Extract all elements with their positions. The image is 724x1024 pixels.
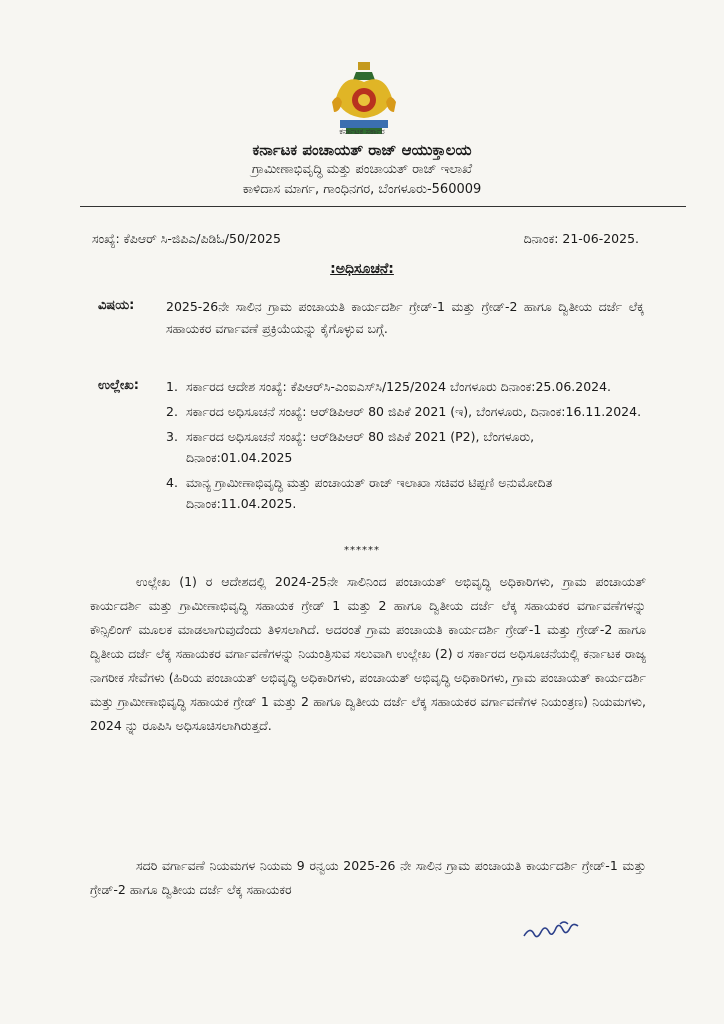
office-address: ಕಾಳಿದಾಸ ಮಾರ್ಗ, ಗಾಂಧಿನಗರ, ಬೆಂಗಳೂರು-560009: [242, 182, 482, 197]
office-name: ಕರ್ನಾಟಕ ಪಂಚಾಯತ್ ರಾಜ್ ಆಯುಕ್ತಾಲಯ: [252, 141, 472, 159]
reference-item: [166, 426, 644, 468]
document-date: ದಿನಾಂಕ: 21-06-2025.: [523, 231, 639, 246]
reference-number-label: 4.: [166, 475, 178, 490]
subject-text: 2025-26ನೇ ಸಾಲಿನ ಗ್ರಾಮ ಪಂಚಾಯತಿ ಕಾರ್ಯದರ್ಶಿ ಗ್ರೇಡ್-1 ಮತ್ತು ಗ್ರೇಡ್-2 ಹಾಗೂ ದ್ವಿತೀಯ ದರ್ಜೆ ಲೆಕ್ಕ ಸಹಾಯಕರ ವರ್ಗಾವಣೆ ಪ್ರಕ್ರಿಯೆಯನ್ನು ಕೈಗೊಳ್ಳುವ ಬಗ್ಗೆ.: [166, 299, 644, 336]
references-label: ಉಲ್ಲೇಖ:: [98, 378, 139, 393]
signature-icon: [520, 918, 582, 944]
reference-number-label: 2.: [166, 404, 178, 419]
page-title: :ಅಧಿಸೂಚನೆ:: [330, 261, 394, 277]
body-paragraph: ಉಲ್ಲೇಖ (1) ರ ಆದೇಶದಲ್ಲಿ 2024-25ನೇ ಸಾಲಿನಿಂದ ಪಂಚಾಯತ್ ಅಭಿವೃದ್ಧಿ ಅಧಿಕಾರಿಗಳು, ಗ್ರಾಮ ಪಂಚಾಯತ್ ಕಾರ್ಯದರ್ಶಿ ಮತ್ತು ಗ್ರಾಮೀಣಾಭಿವೃದ್ಧಿ ಸಹಾಯಕ ಗ್ರೇಡ್ 1 ಮತ್ತು 2 ಹಾಗೂ ದ್ವಿತೀಯ ದರ್ಜೆ ಲೆಕ್ಕ ಸಹಾಯಕರ ವರ್ಗಾವಣೆಗಳನ್ನು ಕೌನ್ಸಿಲಿಂಗ್ ಮೂಲಕ ಮಾಡಲಾಗುವುದೆಂದು ತಿಳಿಸಲಾಗಿದೆ. ಅದರಂತೆ ಗ್ರಾಮ ಪಂಚಾಯತಿ ಕಾರ್ಯದರ್ಶಿ ಗ್ರೇಡ್-1 ಮತ್ತು ಗ್ರೇಡ್-2 ಹಾಗೂ ದ್ವಿತೀಯ ದರ್ಜೆ ಲೆಕ್ಕ ಸಹಾಯಕರ ವರ್ಗಾವಣೆಗಳನ್ನು ನಿಯಂತ್ರಿಸುವ ಸಲುವಾಗಿ ಉಲ್ಲೇಖ (2) ರ ಸರ್ಕಾರದ ಅಧಿಸೂಚನೆಯಲ್ಲಿ ಕರ್ನಾಟಕ ರಾಜ್ಯ ನಾಗರೀಕ ಸೇವೆಗಳು (ಹಿರಿಯ ಪಂಚಾಯತ್ ಅಭಿವೃದ್ಧಿ ಅಧಿಕಾರಿಗಳು, ಪಂಚಾಯತ್ ಅಭಿವೃದ್ಧಿ ಅಧಿಕಾರಿಗಳು, ಗ್ರಾಮ ಪಂಚಾಯತ್ ಕಾರ್ಯದರ್ಶಿ ಮತ್ತು ಗ್ರಾಮೀಣಾಭಿವೃದ್ಧಿ ಸಹಾಯಕ ಗ್ರೇಡ್ 1 ಮತ್ತು 2 ಹಾಗೂ ದ್ವಿತೀಯ ದರ್ಜೆ ಲೆಕ್ಕ ಸಹಾಯಕರ ವರ್ಗಾವಣೆಗಳ ನಿಯಂತ್ರಣ) ನಿಯಮಗಳು, 2024 ನ್ನು ರೂಪಿಸಿ ಅಧಿಸೂಚಿಸಲಾಗಿರುತ್ತದೆ.: [90, 574, 646, 733]
body-paragraph: ಸದರಿ ವರ್ಗಾವಣೆ ನಿಯಮಗಳ ನಿಯಮ 9 ರನ್ವಯ 2025-26 ನೇ ಸಾಲಿನ ಗ್ರಾಮ ಪಂಚಾಯತಿ ಕಾರ್ಯದರ್ಶಿ ಗ್ರೇಡ್-1 ಮತ್ತು ಗ್ರೇಡ್-2 ಹಾಗೂ ದ್ವಿತೀಯ ದರ್ಜೆ ಲೆಕ್ಕ ಸಹಾಯಕರ: [90, 858, 646, 897]
reference-item: [166, 401, 644, 422]
reference-number-label: 3.: [166, 429, 178, 444]
references-list: [166, 376, 644, 518]
emblem-caption: ಕರ್ನಾಟಕ ಸರ್ಕಾರ: [339, 127, 385, 136]
header-divider: [80, 206, 686, 207]
reference-text: ಸರ್ಕಾರದ ಅಧಿಸೂಚನೆ ಸಂಖ್ಯೆ: ಆರ್‌ಡಿಪಿಆರ್ 80 ಜಿಪಿಕೆ 2021 (P2), ಬೆಂಗಳೂರು, ದಿನಾಂಕ:01.04.2025: [186, 429, 535, 465]
reference-item: [166, 376, 644, 397]
reference-number-label: 1.: [166, 379, 178, 394]
department-name: ಗ್ರಾಮೀಣಾಭಿವೃದ್ಧಿ ಮತ್ತು ಪಂಚಾಯತ್ ರಾಜ್ ಇಲಾಖೆ: [251, 162, 473, 177]
reference-item: [166, 472, 644, 514]
karnataka-emblem-icon: [326, 58, 402, 136]
reference-text: ಸರ್ಕಾರದ ಅಧಿಸೂಚನೆ ಸಂಖ್ಯೆ: ಆರ್‌ಡಿಪಿಆರ್ 80 ಜಿಪಿಕೆ 2021 (ಇ), ಬೆಂಗಳೂರು, ದಿನಾಂಕ:16.11.2024.: [186, 404, 642, 419]
reference-text: ಸರ್ಕಾರದ ಆದೇಶ ಸಂಖ್ಯೆ: ಕೆಪಿಆರ್‌ಸಿ-ಎಂಐಎಸ್‌ಸಿ/125/2024 ಬೆಂಗಳೂರು ದಿನಾಂಕ:25.06.2024.: [186, 379, 612, 394]
section-separator: ******: [344, 545, 380, 556]
reference-number: ಸಂಖ್ಯೆ: ಕೆಪಿಆರ್ ಸಿ-ಜಿಪಿಎ/ಪಿಡಿಓ/50/2025: [92, 231, 281, 246]
reference-text: ಮಾನ್ಯ ಗ್ರಾಮೀಣಾಭಿವೃದ್ಧಿ ಮತ್ತು ಪಂಚಾಯತ್ ರಾಜ್ ಇಲಾಖಾ ಸಚಿವರ ಟಿಪ್ಪಣಿ ಅನುಮೋದಿತ ದಿನಾಂಕ:11.04.2025.: [186, 475, 553, 511]
subject-label: ವಿಷಯ:: [98, 298, 135, 313]
